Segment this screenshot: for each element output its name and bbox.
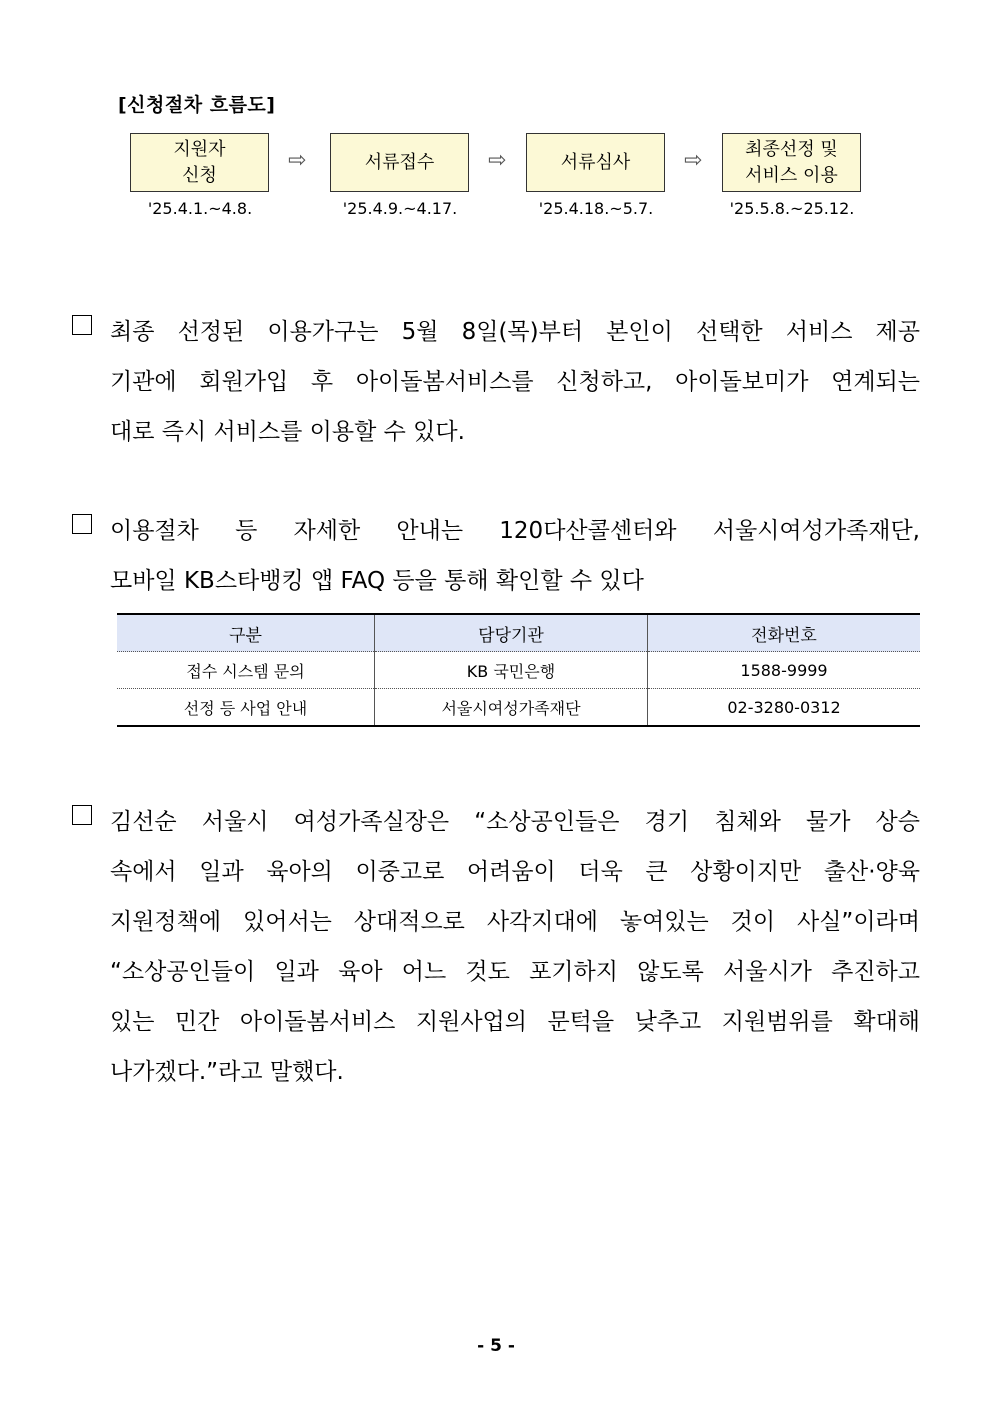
flow-arrow-1: ⇨ xyxy=(288,148,307,173)
checkbox-bullet-icon xyxy=(72,315,92,335)
paragraph-line: 기관에 회원가입 후 아이돌봄서비스를 신청하고, 아이돌보미가 연계되는 xyxy=(110,369,920,395)
flow-arrow-3: ⇨ xyxy=(684,148,703,173)
table-header-row xyxy=(117,614,920,652)
table-cell: 1588-9999 xyxy=(648,652,921,689)
flow-date-3: '25.4.18.~5.7. xyxy=(538,199,654,218)
paragraph-line: 나가겠다.”라고 말했다. xyxy=(110,1059,344,1085)
table-header-cell: 담당기관 xyxy=(375,614,648,652)
paragraph-line: 최종 선정된 이용가구는 5월 8일(목)부터 본인이 선택한 서비스 제공 xyxy=(110,319,920,345)
table-header-cell: 전화번호 xyxy=(648,614,921,652)
paragraph-line: 김선순 서울시 여성가족실장은 “소상공인들은 경기 침체와 물가 상승 xyxy=(110,809,920,835)
table-row xyxy=(117,689,920,727)
flow-date-1: '25.4.1.~4.8. xyxy=(147,199,253,218)
checkbox-bullet-icon xyxy=(72,805,92,825)
flow-step-1: 지원자 신청 xyxy=(130,133,269,192)
page-number: - 5 - xyxy=(477,1336,515,1356)
paragraph-line: 모바일 KB스타뱅킹 앱 FAQ 등을 통해 확인할 수 있다 xyxy=(110,568,644,594)
flow-step-3: 서류심사 xyxy=(526,133,665,192)
flow-step-2: 서류접수 xyxy=(330,133,469,192)
paragraph-line: 속에서 일과 육아의 이중고로 어려움이 더욱 큰 상황이지만 출산·양육 xyxy=(110,859,920,885)
paragraph-line: 이용절차 등 자세한 안내는 120다산콜센터와 서울시여성가족재단, xyxy=(110,518,920,544)
flow-date-4: '25.5.8.~25.12. xyxy=(729,199,855,218)
table-row xyxy=(117,652,920,689)
checkbox-bullet-icon xyxy=(72,514,92,534)
table-cell: 접수 시스템 문의 xyxy=(117,652,375,689)
paragraph-line: 대로 즉시 서비스를 이용할 수 있다. xyxy=(110,419,465,445)
table-cell: 선정 등 사업 안내 xyxy=(117,689,375,727)
paragraph-line: 지원정책에 있어서는 상대적으로 사각지대에 놓여있는 것이 사실”이라며 xyxy=(110,909,920,935)
flow-step-4: 최종선정 및 서비스 이용 xyxy=(722,133,861,192)
paragraph-line: 있는 민간 아이돌봄서비스 지원사업의 문턱을 낮추고 지원범위를 확대해 xyxy=(110,1009,920,1035)
contact-table xyxy=(117,613,920,727)
flow-arrow-2: ⇨ xyxy=(488,148,507,173)
table-header-cell: 구분 xyxy=(117,614,375,652)
flow-date-2: '25.4.9.~4.17. xyxy=(342,199,458,218)
table-cell: KB 국민은행 xyxy=(375,652,648,689)
flow-title: [신청절차 흐름도] xyxy=(118,94,276,116)
paragraph-line: “소상공인들이 일과 육아 어느 것도 포기하지 않도록 서울시가 추진하고 xyxy=(110,959,920,985)
table-cell: 서울시여성가족재단 xyxy=(375,689,648,727)
table-cell: 02-3280-0312 xyxy=(648,689,921,727)
